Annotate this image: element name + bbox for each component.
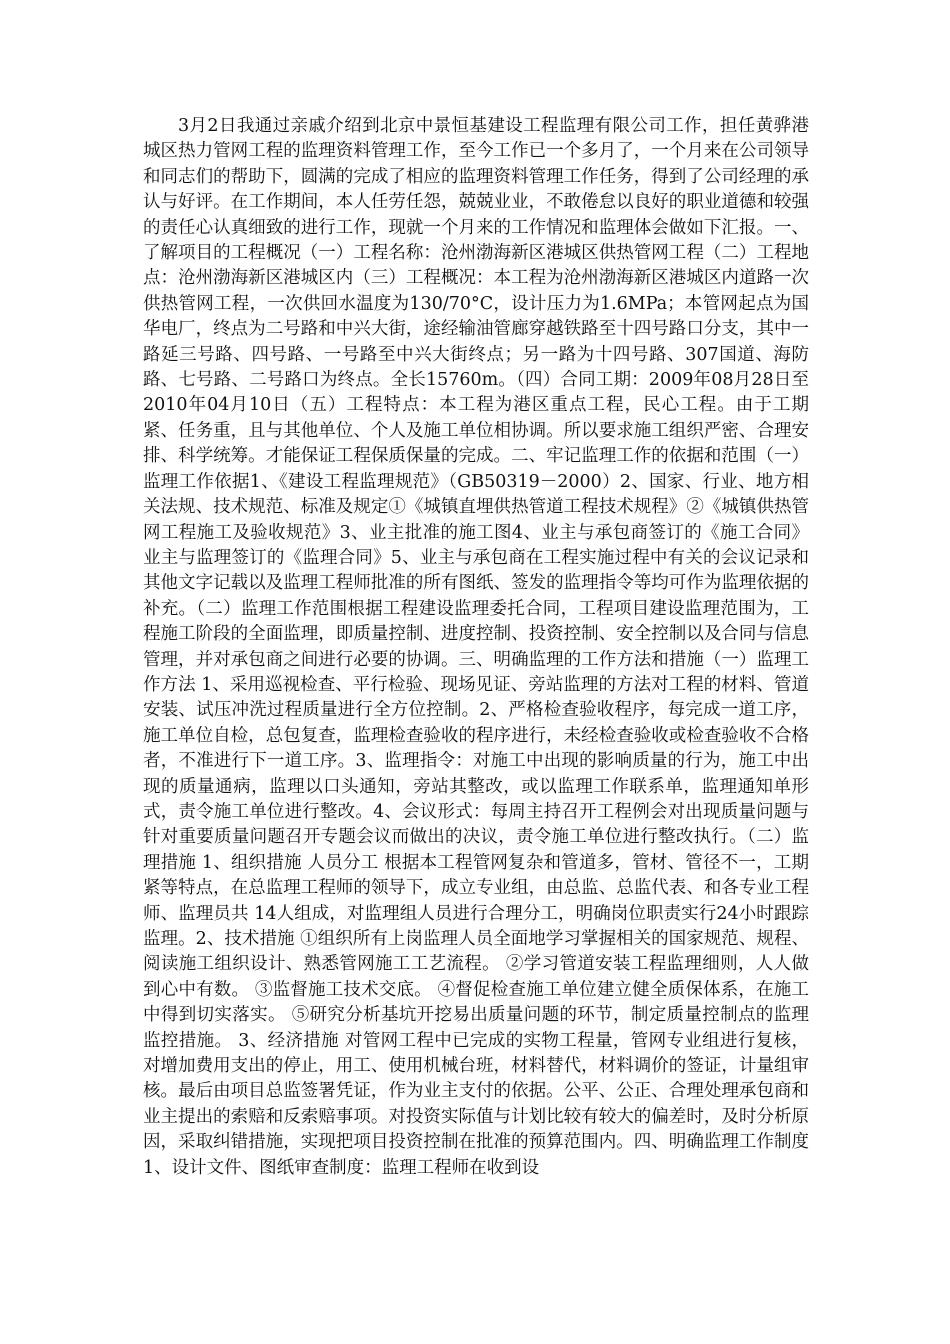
body-paragraph: 3月2日我通过亲戚介绍到北京中景恒基建设工程监理有限公司工作，担任黄骅港城区热力管网工程的监理资料管理工作，至今工作已一个多月了，一个月来在公司领导和同志们的帮助下，圆满的完成了相应的监理资料管理工作任务，得到了公司经理的承认与好评。在工作期间，本人任劳任怨，兢兢业业，不敢倦怠以良好的职业道德和较强的责任心认真细致的进行工作，现就一个月来的工作情况和监理体会做如下汇报。一、了解项目的工程概况（一）工程名称：沧州渤海新区港城区供热管网工程（二）工程地点：沧州渤海新区港城区内（三）工程概况：本工程为沧州渤海新区港城区内道路一次供热管网工程，一次供回水温度为130/70°C，设计压力为1.6MPa；本管网起点为国华电厂，终点为二号路和中兴大街，途经输油管廊穿越铁路至十四号路口分支，其中一路延三号路、四号路、一号路至中兴大街终点；另一路为十四号路、307国道、海防路、七号路、二号路口为终点。全长15760m。（四）合同工期：2009年08月28日至2010年04月10日（五）工程特点：本工程为港区重点工程，民心工程。由于工期紧、任务重，且与其他单位、个人及施工单位相协调。所以要求施工组织严密、合理安排、科学统筹。才能保证工程保质保量的完成。二、牢记监理工作的依据和范围（一）监理工作依据1、《建设工程监理规范》（GB50319－2000）2、国家、行业、地方相关法规、技术规范、标准及规定①《城镇直埋供热管道工程技术规程》②《城镇供热管网工程施工及验收规范》3、业主批准的施工图4、业主与承包商签订的《施工合同》业主与监理签订的《监理合同》5、业主与承包商在工程实施过程中有关的会议记录和其他文字记载以及监理工程师批准的所有图纸、签发的监理指令等均可作为监理依据的补充。（二）监理工作范围根据工程建设监理委托合同，工程项目建设监理范围为，工程施工阶段的全面监理，即质量控制、进度控制、投资控制、安全控制以及合同与信息管理，并对承包商之间进行必要的协调。三、明确监理的工作方法和措施（一）监理工作方法 1、采用巡视检查、平行检验、现场见证、旁站监理的方法对工程的材料、管道安装、试压冲洗过程质量进行全方位控制。2、严格检查验收程序，每完成一道工序，施工单位自检，总包复查，监理检查验收的程序进行，未经检查验收或检查验收不合格者，不准进行下一道工序。3、监理指令：对施工中出现的影响质量的行为，施工中出现的质量通病，监理以口头通知，旁站其整改，或以监理工作联系单，监理通知单形式，责令施工单位进行整改。4、会议形式：每周主持召开工程例会对出现质量问题与针对重要质量问题召开专题会议而做出的决议，责令施工单位进行整改执行。（二）监理措施 1、组织措施 人员分工 根据本工程管网复杂和管道多，管材、管径不一，工期紧等特点，在总监理工程师的领导下，成立专业组，由总监、总监代表、和各专业工程师、监理员共 14人组成，对监理组人员进行合理分工，明确岗位职责实行24小时跟踪监理。2、技术措施 ①组织所有上岗监理人员全面地学习掌握相关的国家规范、规程、阅读施工组织设计、熟悉管网施工工艺流程。 ②学习管道安装工程监理细则，人人做到心中有数。 ③监督施工技术交底。 ④督促检查施工单位建立健全质保体系，在施工中得到切实落实。 ⑤研究分析基坑开挖易出质量问题的环节，制定质量控制点的监理监控措施。 3、经济措施 对管网工程中已完成的实物工程量，管网专业组进行复核，对增加费用支出的停止，用工、使用机械台班，材料替代，材料调价的签证，计量组审核。最后由项目总监签署凭证，作为业主支付的依据。公平、公正、合理处理承包商和业主提出的索赔和反索赔事项。对投资实际值与计划比较有较大的偏差时，及时分析原因，采取纠错措施，实现把项目投资控制在批准的预算范围内。四、明确监理工作制度1、设计文件、图纸审查制度：监理工程师在收到设: [143, 116, 809, 1178]
